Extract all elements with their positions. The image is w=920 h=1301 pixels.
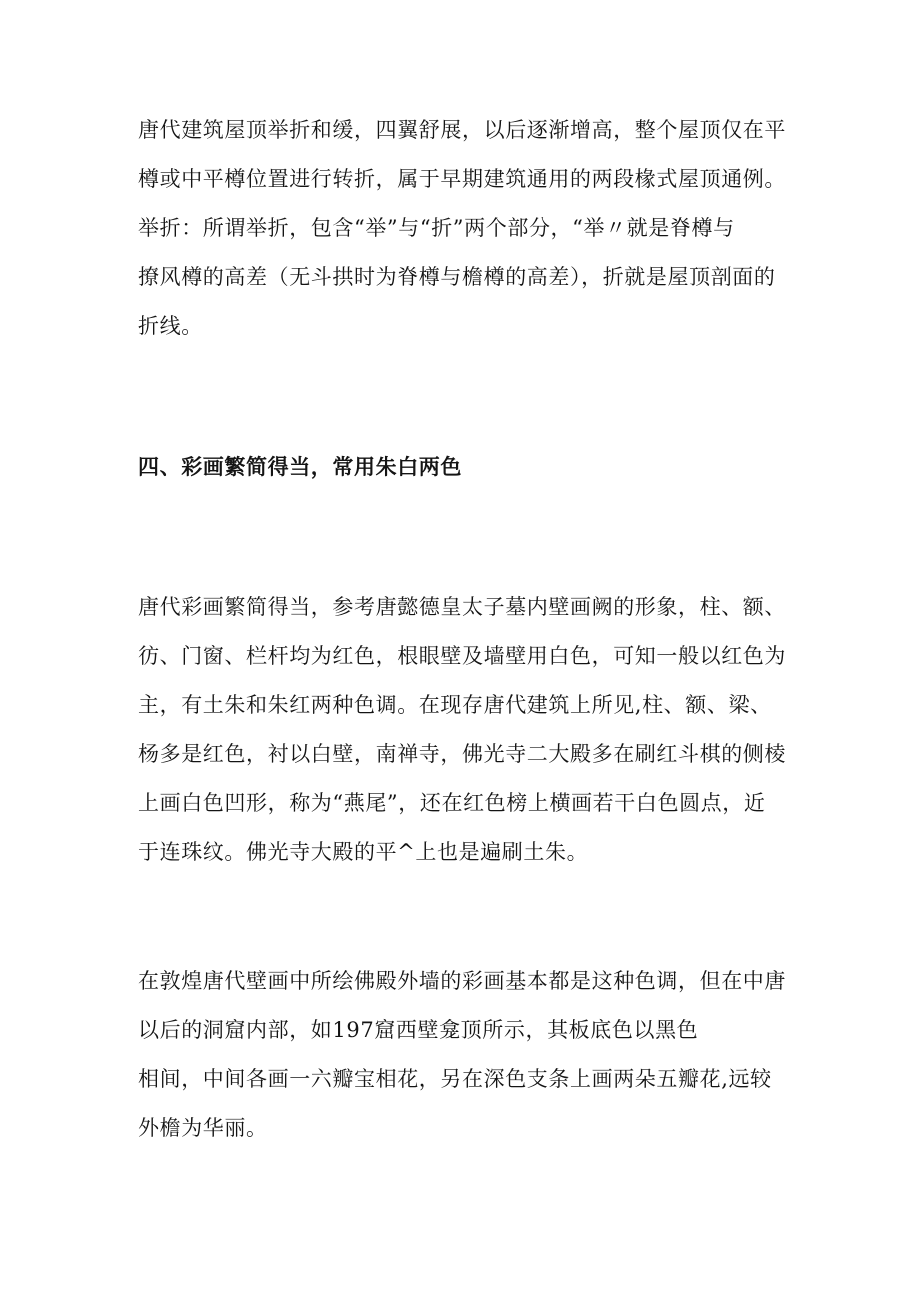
text-line: 唐代彩画繁简得当，参考唐懿德皇太子墓内壁画阙的形象，柱、额、 bbox=[138, 595, 786, 619]
text-line: 樽或中平樽位置进行转折，属于早期建筑通用的两段椽式屋顶通例。 bbox=[138, 167, 786, 191]
text-line: 于连珠纹。佛光寺大殿的平^上也是遍刷土朱。 bbox=[138, 840, 589, 864]
section-heading: 四、彩画繁简得当，常用朱白两色 bbox=[138, 454, 462, 479]
text-line: 折线。 bbox=[138, 314, 203, 338]
text-line: 外檐为华丽。 bbox=[138, 1116, 268, 1140]
text-line: 上画白色凹形，称为“燕尾”，还在红色榜上横画若干白色圆点，近 bbox=[138, 791, 766, 815]
text-line: 彷、门窗、栏杆均为红色，根眼壁及墙壁用白色，可知一般以红色为 bbox=[138, 644, 786, 668]
text-line: 撩风樽的高差（无斗拱时为脊樽与檐樽的高差），折就是屋顶剖面的 bbox=[138, 265, 776, 289]
text-line: 相间，中间各画一六瓣宝相花，另在深色支条上画两朵五瓣花,远较 bbox=[138, 1067, 772, 1091]
text-line: 举折：所谓举折，包含“举”与“折”两个部分，“举〃就是脊樽与 bbox=[138, 216, 735, 240]
text-line: 主，有土朱和朱红两种色调。在现存唐代建筑上所见,柱、额、梁、 bbox=[138, 693, 772, 717]
text-line: 杨多是红色，衬以白壁，南禅寺，佛光寺二大殿多在刷红斗棋的侧棱 bbox=[138, 742, 786, 766]
text-line: 唐代建筑屋顶举折和缓，四翼舒展，以后逐渐增高，整个屋顶仅在平 bbox=[138, 118, 786, 142]
text-line: 以后的洞窟内部，如197窟西壁龛顶所示，其板底色以黑色 bbox=[138, 1018, 699, 1042]
text-line: 在敦煌唐代壁画中所绘佛殿外墙的彩画基本都是这种色调，但在中唐 bbox=[138, 969, 786, 993]
